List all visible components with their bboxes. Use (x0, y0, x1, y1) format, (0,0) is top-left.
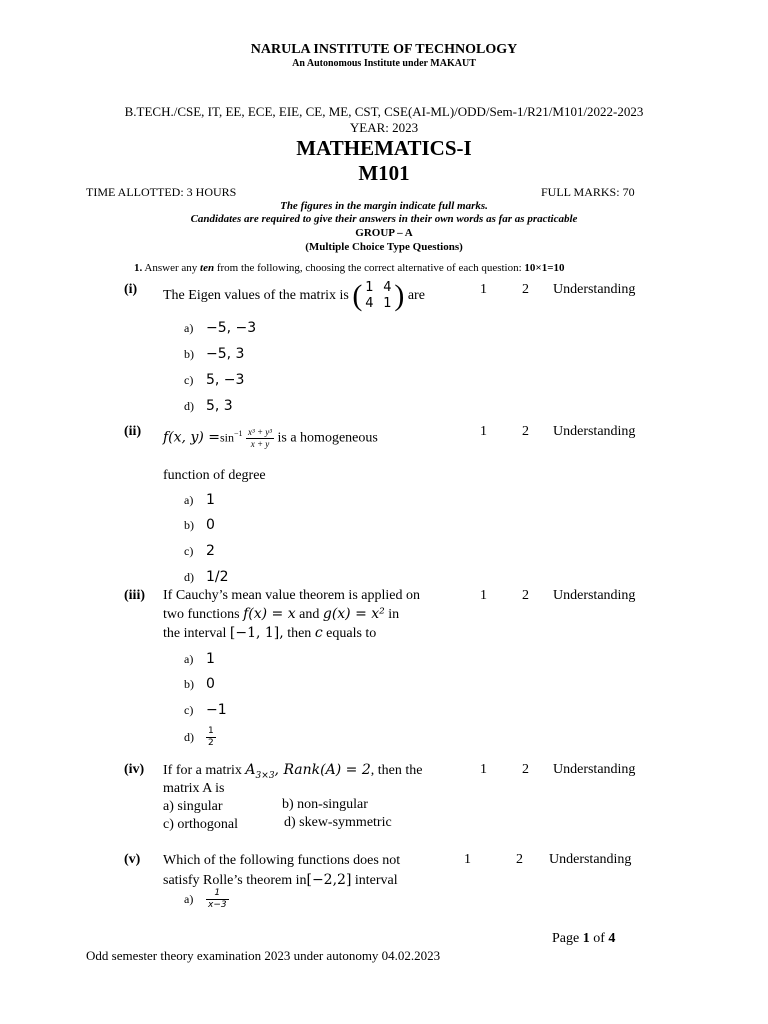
fraction (206, 726, 216, 749)
course-line: B.TECH./CSE, IT, EE, ECE, EIE, CE, ME, CST, CSE(AI-ML)/ODD/Sem-1/R21/M101/2022-2023 (124, 104, 644, 119)
option-c (184, 372, 244, 389)
question-text-line1: Which of the following functions does not (163, 853, 401, 868)
fraction-denominator: x + y (250, 438, 270, 449)
inverse-superscript: −1 (234, 429, 243, 438)
option-c (184, 702, 227, 719)
matrix-symbol (245, 762, 275, 781)
question-text-line2: function of degree (163, 468, 266, 483)
option-a: a) singular (163, 799, 223, 814)
option-d (184, 726, 216, 749)
text-fragment: the interval (163, 626, 227, 641)
matrix-subscript: 3×3 (255, 770, 275, 781)
question-co: 2 (522, 424, 529, 439)
question-number: (iii) (124, 588, 145, 603)
question-text-line1: If Cauchy’s mean value theorem is applied on (163, 588, 420, 603)
function-f: f(x) = x (243, 606, 296, 622)
fraction (246, 427, 274, 450)
option-c (184, 543, 215, 560)
question-level: Understanding (549, 852, 632, 867)
text-fragment: two functions (163, 607, 240, 622)
option-d: d) skew-symmetric (284, 815, 392, 830)
exam-note: Odd semester theory examination 2023 under autonomy 04.02.2023 (86, 948, 441, 963)
question-level: Understanding (553, 762, 636, 777)
sin-symbol: sin (220, 430, 235, 445)
option-value: −1 (206, 702, 227, 718)
question-level: Understanding (553, 282, 636, 297)
matrix-cell: 1 (383, 296, 392, 311)
fraction-numerator: 1 (208, 726, 214, 736)
question-text-line3 (163, 624, 376, 643)
option-label: a) (184, 892, 194, 906)
text-fragment: satisfy Rolle’s theorem in (163, 873, 307, 888)
option-label: a) (184, 493, 194, 507)
page-number (552, 931, 615, 947)
subject-title: MATHEMATICS-I (296, 136, 472, 160)
option-b (184, 676, 215, 693)
option-label: b) (184, 518, 194, 532)
option-value: −5, −3 (206, 320, 257, 336)
option-label: c) (184, 373, 194, 387)
instruction-post: from the following, choosing the correct alternative of each question: (216, 262, 522, 274)
instruction-number: 1. (134, 262, 143, 274)
option-value: 5, 3 (206, 398, 233, 414)
fraction (206, 888, 229, 911)
page-word: Page (552, 931, 580, 946)
question-co: 2 (522, 588, 529, 603)
of-word: of (593, 931, 605, 946)
option-label: b) (184, 677, 194, 691)
instruction (134, 262, 564, 274)
question-text (163, 424, 378, 450)
option-value: 1/2 (206, 569, 229, 585)
fraction-numerator: 1 (206, 888, 229, 900)
option-value: 5, −3 (206, 372, 245, 388)
option-a (184, 492, 215, 509)
page-total: 4 (608, 931, 616, 946)
option-value: 2 (206, 543, 215, 559)
question-number: (i) (124, 282, 138, 297)
question-marks: 1 (480, 424, 487, 439)
matrix-cell: 4 (365, 296, 374, 311)
option-label: a) (184, 321, 194, 335)
group-label: GROUP – A (355, 227, 413, 239)
text-fragment: , then the (370, 763, 423, 778)
option-b (184, 346, 244, 363)
option-d (184, 398, 233, 415)
text-fragment: interval (354, 873, 398, 888)
option-value: 1 (206, 492, 215, 508)
question-co: 2 (522, 762, 529, 777)
text-fragment: If for a matrix (163, 763, 242, 778)
option-value: 0 (206, 517, 215, 533)
question-number: (v) (124, 852, 141, 867)
option-label: d) (184, 570, 194, 584)
matrix-cell: 4 (383, 280, 392, 295)
function-expr: f(x, y) = (163, 429, 220, 446)
group-type: (Multiple Choice Type Questions) (305, 241, 463, 253)
option-label: d) (184, 730, 194, 744)
question-marks: 1 (480, 282, 487, 297)
matrix (362, 280, 394, 312)
note-own-words: Candidates are required to give their answers in their own words as far as practicable (190, 213, 578, 225)
option-value: −5, 3 (206, 346, 245, 362)
option-c: c) orthogonal (163, 817, 239, 832)
question-marks: 1 (480, 588, 487, 603)
note-margin: The figures in the margin indicate full marks. (280, 200, 488, 212)
option-d (184, 569, 229, 586)
option-value: 0 (206, 676, 215, 692)
question-co: 2 (516, 852, 523, 867)
question-text-line2: matrix A is (163, 781, 225, 796)
text-fragment: in (388, 607, 400, 622)
question-level: Understanding (553, 588, 636, 603)
question-marks: 1 (464, 852, 471, 867)
subject-code: M101 (358, 161, 410, 185)
matrix-letter: A (245, 762, 256, 778)
question-level: Understanding (553, 424, 636, 439)
option-label: d) (184, 399, 194, 413)
page-current: 1 (582, 931, 590, 946)
question-text-pre: The Eigen values of the matrix is (163, 288, 349, 304)
interval: [−1, 1], (229, 625, 284, 641)
text-fragment: then (287, 626, 312, 641)
text-fragment: and (299, 607, 320, 622)
option-b (184, 517, 215, 534)
option-label: b) (184, 347, 194, 361)
fraction-denominator: 2 (208, 738, 214, 748)
institute-name: NARULA INSTITUTE OF TECHNOLOGY (250, 42, 518, 57)
institute-subtitle: An Autonomous Institute under MAKAUT (292, 58, 476, 69)
option-a (184, 888, 229, 911)
question-text-post: are (407, 288, 425, 304)
question-marks: 1 (480, 762, 487, 777)
question-text: The Eigen values of the matrix is ( 1 4 4 1 ) are (163, 279, 425, 312)
question-number: (ii) (124, 424, 142, 439)
instruction-pre: Answer any (144, 262, 198, 274)
question-co: 2 (522, 282, 529, 297)
text-fragment: equals to (326, 626, 377, 641)
rank-expr: , Rank(A) = 2 (274, 762, 371, 778)
variable-c: c (314, 625, 323, 641)
exam-year: YEAR: 2023 (349, 120, 419, 135)
full-marks: FULL MARKS: 70 (541, 185, 635, 199)
fraction-denominator: x−3 (208, 900, 227, 910)
instruction-ten: ten (200, 262, 215, 274)
option-value: 1 (206, 651, 215, 667)
option-label: c) (184, 703, 194, 717)
option-b: b) non-singular (282, 797, 368, 812)
time-allotted: TIME ALLOTTED: 3 HOURS (86, 185, 237, 199)
instruction-marks: 10×1=10 (524, 262, 565, 274)
option-label: a) (184, 652, 194, 666)
interval: [−2,2] (306, 872, 352, 888)
matrix-cell: 1 (365, 280, 374, 295)
option-a (184, 320, 256, 337)
question-number: (iv) (124, 762, 145, 777)
question-text-post: is a homogeneous (277, 430, 378, 446)
function-g: g(x) = x² (322, 606, 385, 622)
question-text-line2 (163, 605, 399, 624)
fraction-numerator: x³ + y³ (248, 426, 272, 437)
option-label: c) (184, 544, 194, 558)
option-a (184, 651, 215, 668)
